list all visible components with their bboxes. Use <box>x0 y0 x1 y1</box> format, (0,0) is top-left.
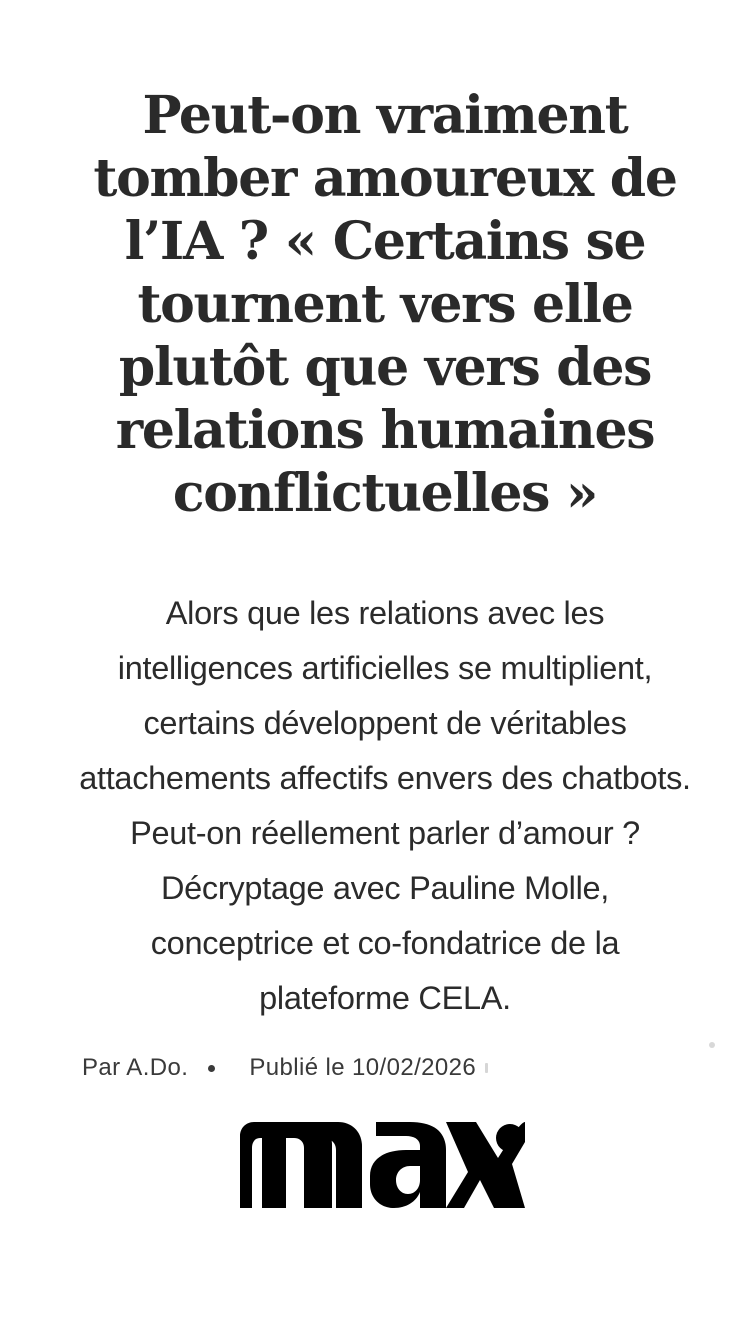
publication-date: Publié le 10/02/2026 <box>249 1054 477 1081</box>
max-logo[interactable] <box>240 1122 525 1208</box>
scroll-indicator-icon <box>709 1042 715 1048</box>
article-headline: Peut-on vraiment tomber amoureux de l’IA ? « Certains se tournent vers elle plutôt que vers des relations humaines conflictuelles » <box>93 85 677 524</box>
author-link[interactable]: Par A.Do. <box>82 1054 189 1081</box>
article-byline <box>82 1050 488 1086</box>
article-standfirst: Alors que les relations avec les intelligences artificielles se multiplient, certains développent de véritables attachements affectifs envers des chatbots. Peut-on réellement parler d’amour ? Décryptage avec Pauline Molle, conceptrice et co-fondatrice de la plateforme CELA. <box>79 595 691 1016</box>
max-logo-icon <box>240 1122 525 1208</box>
overflow-fade-icon <box>485 1063 488 1073</box>
bullet-separator-icon <box>208 1065 215 1072</box>
